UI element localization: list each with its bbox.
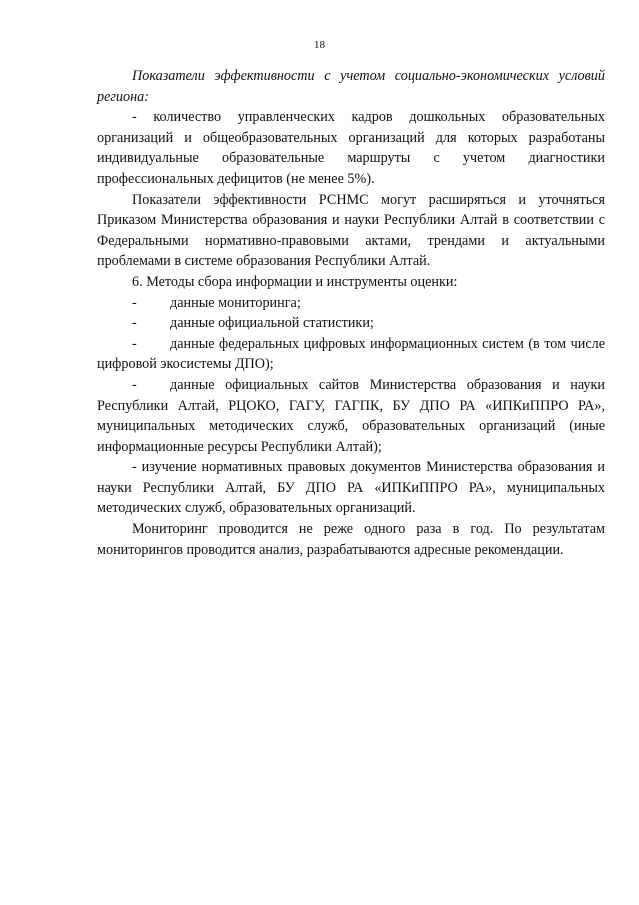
list-item-text: данные мониторинга; [170, 294, 301, 311]
list-item-text: данные официальной статистики; [170, 315, 374, 332]
list-item [97, 313, 605, 334]
list-dash: - [132, 335, 137, 352]
list-item-text: данные федеральных цифровых информационных систем (в том числе цифровой экосистемы ДПО); [97, 335, 605, 373]
list-item [97, 334, 605, 375]
list-dash: - [132, 315, 137, 332]
list-dash: - [132, 294, 137, 311]
page-number: 18 [314, 39, 325, 51]
monitoring-paragraph: Мониторинг проводится не реже одного раза в год. По результатам мониторингов проводится анализ, разрабатываются адресные рекомендации. [97, 521, 605, 558]
efficiency-indicators-heading: Показатели эффективности с учетом социально-экономических условий региона: [97, 68, 605, 105]
list-item-text: данные официальных сайтов Министерства образования и науки Республики Алтай, РЦОКО, ГАГУ, ГАГПК, БУ ДПО РА «ИПКиППРО РА», муниципальных методических служб, образовательных организаций (иные информационные ресурсы Республики Алтай); [97, 376, 605, 455]
indicator-item: - количество управленческих кадров дошкольных образовательных организаций и общеобразовательных организаций для которых разработаны индивидуальные образовательные маршруты с учетом диагностики профессиональных дефицитов (не менее 5%). [97, 109, 605, 187]
list-item [97, 293, 605, 314]
list-item [97, 375, 605, 457]
methods-heading: 6. Методы сбора информации и инструменты оценки: [132, 273, 458, 290]
document-body [97, 66, 605, 560]
list-item: - изучение нормативных правовых документов Министерства образования и науки Республики Алтай, БУ ДПО РА «ИПКиППРО РА», муниципальных методических служб, образовательных организаций. [97, 459, 605, 517]
indicators-paragraph: Показатели эффективности РСНМС могут расширяться и уточняться Приказом Министерства образования и науки Республики Алтай в соответствии с Федеральными нормативно-правовыми актами, трендами и актуальными проблемами в системе образования Республики Алтай. [97, 191, 605, 270]
list-dash: - [132, 376, 137, 393]
